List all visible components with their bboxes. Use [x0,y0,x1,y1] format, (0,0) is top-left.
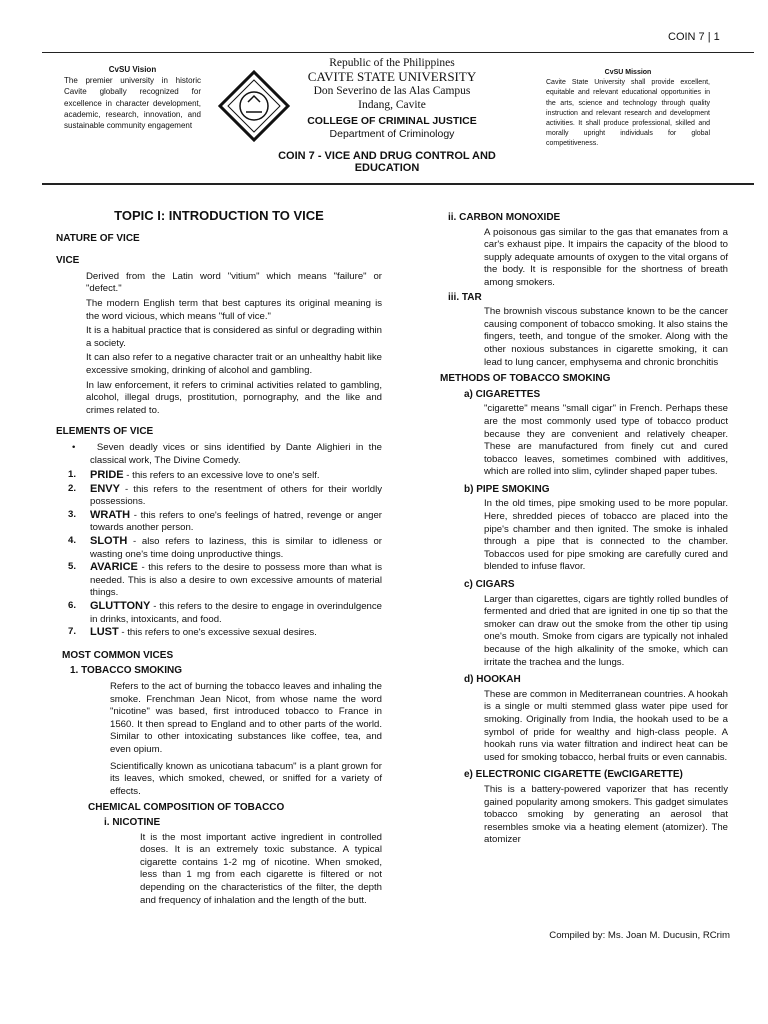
nature-heading: NATURE OF VICE [56,232,140,244]
vision-block [64,64,201,131]
vice-paragraph: Derived from the Latin word "vitium" which means "failure" or "defect." [86,270,382,295]
tar-heading: iii. TAR [448,291,482,303]
item-number: 1. [68,469,77,481]
item-name: WRATH [90,508,131,521]
location-line: Indang, Cavite [358,99,426,111]
mission-text: Cavite State University shall provide excellent, equitable and relevant educational opportunities in the arts, science and technology through quality instruction and relevant research and development activities. It shall produce professional, skilled and morally upright individuals for global competitiveness. [546,79,710,148]
item-desc: this refers to an excessive love to one's self. [132,470,320,482]
department-name: Department of Criminology [329,128,455,140]
page-number: COIN 7 | 1 [668,31,720,43]
mission-title: CvSU Mission [604,69,652,76]
campus-line: Don Severino de las Alas Campus [313,85,471,97]
tobacco-heading: 1. TOBACCO SMOKING [70,665,183,677]
list-item: 4. SLOTH - also refers to laziness, this is similar to idleness or wasting one's time doing unproductive things. [56,535,382,561]
footer-credit: Compiled by: Ms. Joan M. Ducusin, RCrim [549,930,730,941]
list-item: 7. LUST - this refers to one's excessive sexual desires. [56,626,382,640]
item-desc: this refers to the desire to possess more than what is needed. This is also a desire to own excessive amounts of material things. [90,562,382,599]
item-number: 6. [68,600,77,612]
method-text: This is a battery-powered vaporizer that has recently gained popularity among smokers. This gadget simulates tobacco smoking by generating an aerosol that resembles smoke via a heating element (atomizer). The atomizer [484,783,728,846]
topic-title: TOPIC I: INTRODUCTION TO VICE [114,208,324,223]
college-block [292,115,492,141]
co-heading: ii. CARBON MONOXIDE [448,212,561,223]
co-text: A poisonous gas similar to the gas that emanates from a car's exhaust pipe. It impairs the capacity of the blood to supply adequate amounts of oxygen to the vital organs of the body. It is responsible for the shortness of breath among smokers. [484,226,728,288]
college-name: COLLEGE OF CRIMINAL JUSTICE [307,115,477,127]
vice-heading: VICE [56,255,80,267]
vision-title: CvSU Vision [108,65,157,74]
item-number: 5. [68,561,77,573]
common-heading: MOST COMMON VICES [62,649,174,661]
item-desc: this refers to the resentment of others for their worldly possessions. [90,483,382,508]
item-name: PRIDE [90,469,124,482]
item-name: SLOTH [90,535,128,548]
list-item: 3. WRATH - this refers to one's feelings of hatred, revenge or anger towards another person. [56,509,382,535]
right-column [440,210,728,849]
method-text: Larger than cigarettes, cigars are tightly rolled bundles of fermented and dried that are ignited in one tip so that the smoker can draw out the smoke from the other tip using one's mouth. Smoke from cigars are typically not inhaled because of the high alkalinity of the smoke, which can irritate the trachea and the lungs. [484,593,728,668]
course-title: COIN 7 - VICE AND DRUG CONTROL AND EDUCATION [278,150,496,174]
elements-heading: ELEMENTS OF VICE [56,426,154,438]
mission-block [546,68,710,150]
method-text: In the old times, pipe smoking used to be more popular. Here, shredded pieces of tobacco are placed into the pipe's chamber and then ignited. The smoke is inhaled through a pipe that is connected to the chamber. Tobaccos used for pipe smoking are carefully cured and blended to infuse flavor. [484,498,728,573]
chem-heading: CHEMICAL COMPOSITION OF TOBACCO [88,802,285,814]
item-number: 4. [68,535,77,547]
university-seal-icon [218,70,290,142]
method-label: d) HOOKAH [464,674,521,686]
elements-intro: • Seven deadly vices or sins identified by Dante Alighieri in the classical work, The Divine Comedy. [72,441,382,466]
list-item: 2. ENVY - this refers to the resentment of others for their worldly possessions. [56,483,382,509]
method-label: e) ELECTRONIC CIGARETTE (EwCIGARETTE) [464,769,683,781]
item-desc: this refers to one's feelings of hatred, revenge or anger towards another person. [90,509,382,534]
tar-text: The brownish viscous substance known to be the cancer causing component of tobacco smoking. It also stains the fingers, teeth, and tongue of the smoker. Along with the other noxious substances in cigarette smoking, it can lead to lung cancer, emphysema and chronic bronchitis [484,306,728,368]
vice-paragraph: It can also refer to a negative character trait or an unhealthy habit like excessive smoking, drinking of alcohol and gambling. [86,352,382,376]
method-label: a) CIGARETTES [464,388,541,400]
item-number: 2. [68,482,77,494]
item-number: 7. [68,626,77,638]
item-desc: also refers to laziness, this is similar to idleness or wasting one's time doing unproductive things. [90,536,382,560]
item-desc: this refers to one's excessive sexual desires. [127,627,317,639]
elements-intro-text: Seven deadly vices or sins identified by Dante Alighieri in the classical work, The Divine Comedy. [90,441,382,466]
list-item: 1. PRIDE - this refers to an excessive love to one's self. [56,469,382,483]
item-desc: this refers to the desire to engage in overindulgence in drinks, intoxicants, and food. [90,601,383,625]
item-number: 3. [68,508,77,520]
item-name: AVARICE [90,561,138,574]
item-name: ENVY [90,482,120,495]
nicotine-heading: i. NICOTINE [104,816,161,828]
item-name: GLUTTONY [90,600,151,613]
vision-text: The premier university in historic Cavite globally recognized for excellence in character development, academic, research, innovation, and sustainable community engagement [64,76,201,131]
method-text: "cigarette" means "small cigar" in French. Perhaps these are the most commonly used type of tobacco product because they are convenient and relatively cheaper. These are manufactured from finely cut and cured tobacco leaves, sometimes combined with additives, which are rolled into slim, cylinder shaped paper tubes. [484,403,728,478]
vice-paragraph: In law enforcement, it refers to criminal activities related to gambling, alcohol, illegal drugs, prostitution, pornography, and the like and crimes related to. [86,379,382,416]
university-name: CAVITE STATE UNIVERSITY [307,69,477,84]
methods-heading: METHODS OF TOBACCO SMOKING [440,373,611,385]
vice-paragraph: The modern English term that best captures its original meaning is the word vicious, which means "full of vice." [86,297,382,322]
list-item: 6. GLUTTONY - this refers to the desire to engage in overindulgence in drinks, intoxicants, and food. [56,600,382,626]
vice-paragraph: It is a habitual practice that is considered as sinful or degrading within a society. [86,325,382,349]
method-label: b) PIPE SMOKING [464,483,550,495]
nicotine-text: It is the most important active ingredient in controlled doses. It is an extremely toxic substance. A typical cigarette contains 1-2 mg of nicotine. When smoked, less than 1 mg from each cigarette is filtered or not depending on the characteristics of the filter, the depth and frequency of inhalation and the length of the butt. [140,831,382,906]
republic-line: Republic of the Philippines [329,57,455,69]
list-item: 5. AVARICE - this refers to the desire to possess more than what is needed. This is also a desire to own excessive amounts of material things. [56,561,382,600]
method-text: These are common in Mediterranean countries. A hookah is a single or multi stemmed glass water pipe used for smoking. Originally from India, the hookah used to be a symbol of pride for wealthy and high-class people. A hookah runs via water filtration and indirect heat can be used for smoking tobacco, herbal fruits or even cannabis. [484,688,728,763]
tobacco-paragraph: Refers to the act of burning the tobacco leaves and inhaling the smoke. Frenchman Jean Nicot, from whose name the word "nicotine" was based, first introduced tobacco to France in 1560. It then spread to England and to other parts of the world. Similar to other intoxicating substances like coffee, tea, and even opium. [110,681,382,755]
university-block [292,56,492,112]
method-label: c) CIGARS [464,579,515,591]
left-column [56,210,382,909]
tobacco-paragraph: Scientifically known as unicotiana tabacum" is a plant grown for its leaves, which smoked, chewed, or sniffed for a variety of effects. [110,760,382,797]
item-name: LUST [90,626,119,639]
